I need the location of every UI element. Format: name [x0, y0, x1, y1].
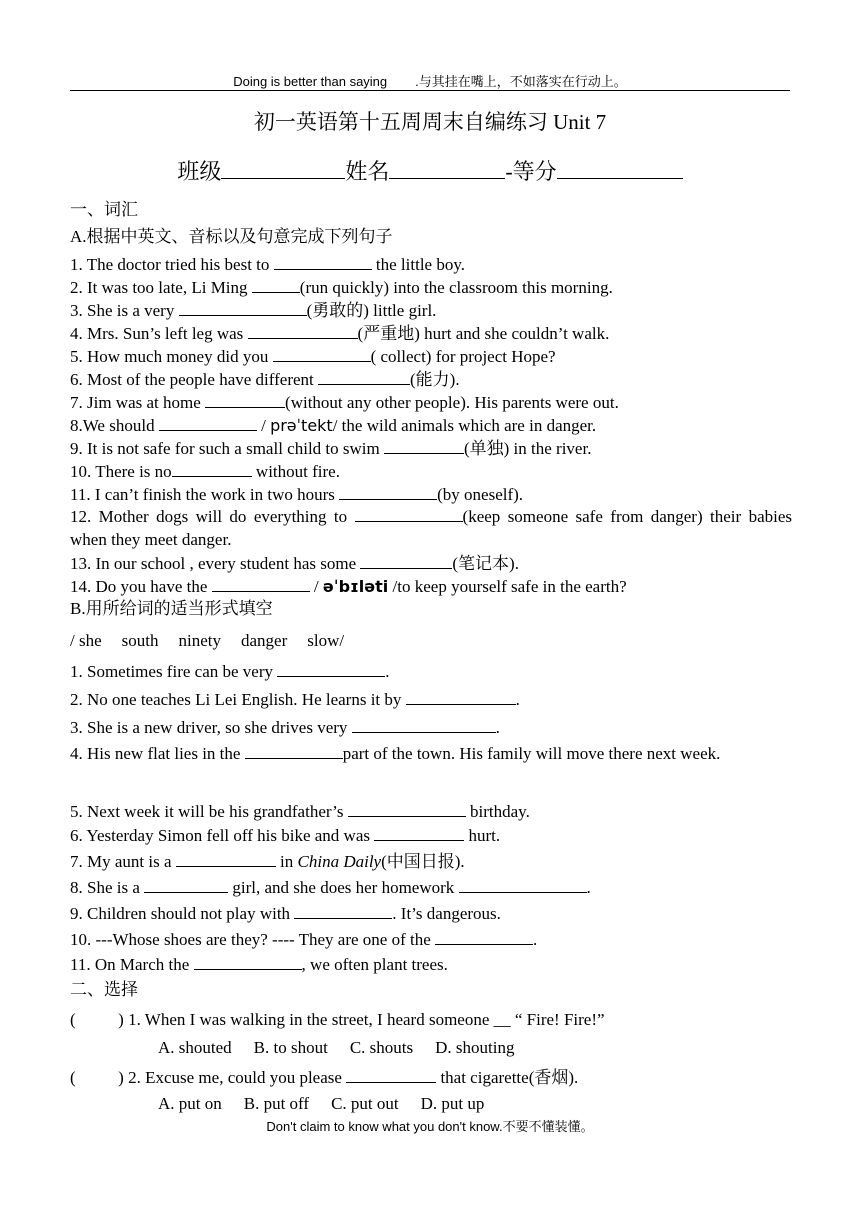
score-blank[interactable] [557, 156, 683, 179]
mc-question-2: ( ) 2. Excuse me, could you please that cigarette(香烟). [70, 1065, 792, 1088]
answer-blank[interactable] [252, 275, 300, 293]
word-bank-item: slow/ [307, 631, 345, 650]
partA-item-4: 4. Mrs. Sun’s left leg was (严重地) hurt and she couldn’t walk. [70, 321, 792, 344]
partA-item-8: 8.We should / prəˈtekt/ the wild animals which are in danger. [70, 413, 792, 436]
answer-blank[interactable] [352, 715, 496, 733]
answer-blank[interactable] [294, 901, 392, 919]
option-a[interactable]: A. put on [158, 1094, 222, 1113]
partA-item-1: 1. The doctor tried his best to the little boy. [70, 252, 792, 275]
answer-blank[interactable] [346, 1065, 436, 1083]
answer-blank[interactable] [360, 551, 452, 569]
student-info-line [0, 155, 860, 186]
score-label: -等分 [505, 159, 557, 184]
answer-blank[interactable] [277, 659, 385, 677]
partA-heading: A.根据中英文、音标以及句意完成下列句子 [70, 227, 393, 246]
answer-blank[interactable] [248, 321, 358, 339]
answer-blank[interactable] [374, 823, 464, 841]
mc-question-2-options [158, 1094, 860, 1114]
partB-item-6: 6. Yesterday Simon fell off his bike and was hurt. [70, 823, 792, 846]
option-a[interactable]: A. shouted [158, 1038, 232, 1057]
answer-blank[interactable] [159, 413, 257, 431]
partA-item-11: 11. I can’t finish the work in two hours (by oneself). [70, 482, 792, 505]
word-bank [70, 631, 792, 651]
answer-blank[interactable] [459, 875, 587, 893]
answer-blank[interactable] [179, 298, 307, 316]
word-bank-item: ninety [178, 631, 221, 650]
answer-blank[interactable] [144, 875, 228, 893]
mc-question-1: ( ) 1. When I was walking in the street, I heard someone __ “ Fire! Fire!” [70, 1010, 605, 1029]
answer-blank[interactable] [205, 390, 285, 408]
mc-question-1-options [158, 1038, 860, 1058]
page-title: 初一英语第十五周周末自编练习 Unit 7 [253, 110, 607, 134]
answer-blank[interactable] [273, 344, 371, 362]
partB-item-10: 10. ---Whose shoes are they? ---- They are one of the . [70, 927, 792, 950]
name-label: 姓名 [345, 159, 390, 184]
class-blank[interactable] [221, 156, 345, 179]
partA-item-6: 6. Most of the people have different (能力). [70, 367, 792, 390]
option-d[interactable]: D. shouting [435, 1038, 515, 1057]
answer-blank[interactable] [172, 459, 252, 477]
partB-item-9: 9. Children should not play with . It’s dangerous. [70, 901, 792, 924]
word-bank-item: danger [240, 631, 288, 650]
name-blank[interactable] [389, 156, 505, 179]
option-c[interactable]: C. put out [331, 1094, 399, 1113]
partB-item-4: 4. His new flat lies in the part of the town. His family will move there next week. [70, 740, 792, 768]
answer-blank[interactable] [212, 574, 310, 592]
answer-blank[interactable] [384, 436, 464, 454]
answer-blank[interactable] [355, 504, 463, 522]
option-c[interactable]: C. shouts [349, 1038, 414, 1057]
phonetic-transcription: əˈbɪləti [322, 577, 389, 596]
partB-heading: B.用所给词的适当形式填空 [70, 599, 273, 618]
partB-item-11: 11. On March the , we often plant trees. [70, 952, 792, 975]
answer-blank[interactable] [176, 849, 276, 867]
answer-bracket[interactable]: ( ) [70, 1068, 124, 1087]
answer-blank[interactable] [348, 799, 466, 817]
partA-item-7: 7. Jim was at home (without any other people). His parents were out. [70, 390, 792, 413]
partB-item-3: 3. She is a new driver, so she drives very . [70, 715, 792, 738]
phonetic-transcription: prəˈtekt [270, 416, 333, 435]
header-rule [70, 90, 790, 91]
section1-heading: 一、词汇 [70, 200, 138, 219]
page-footer: Don't claim to know what you don't know.不要不懂装懂。 [266, 1119, 594, 1134]
partB-item-7: 7. My aunt is a in China Daily(中国日报). [70, 849, 792, 872]
partB-item-5: 5. Next week it will be his grandfather’s birthday. [70, 799, 792, 822]
answer-blank[interactable] [339, 482, 437, 500]
partA-item-12: 12. Mother dogs will do everything to (keep someone safe from danger) their babies when they meet danger. [70, 504, 792, 551]
option-d[interactable]: D. put up [420, 1094, 485, 1113]
answer-blank[interactable] [406, 687, 516, 705]
answer-blank[interactable] [245, 741, 343, 759]
partA-item-5: 5. How much money did you ( collect) for project Hope? [70, 344, 792, 367]
partA-item-9: 9. It is not safe for such a small child to swim (单独) in the river. [70, 436, 792, 459]
section2-heading: 二、选择 [70, 980, 138, 999]
header-motto-cn: .与其挂在嘴上，不如落实在行动上。 [415, 74, 627, 89]
header-motto-en: Doing is better than saying [233, 74, 388, 89]
answer-blank[interactable] [318, 367, 410, 385]
partA-item-13: 13. In our school , every student has some (笔记本). [70, 551, 792, 574]
class-label: 班级 [177, 159, 222, 184]
partA-item-3: 3. She is a very (勇敢的) little girl. [70, 298, 792, 321]
word-bank-item: south [121, 631, 159, 650]
partA-item-2: 2. It was too late, Li Ming (run quickly) into the classroom this morning. [70, 275, 792, 298]
answer-blank[interactable] [274, 252, 372, 270]
option-b[interactable]: B. to shout [253, 1038, 328, 1057]
answer-bracket[interactable]: ( ) [70, 1010, 124, 1029]
partA-item-10: 10. There is no without fire. [70, 459, 792, 482]
partA-item-14: 14. Do you have the / əˈbɪləti /to keep yourself safe in the earth? [70, 574, 792, 597]
page-header [0, 71, 860, 90]
partB-item-8: 8. She is a girl, and she does her homework . [70, 875, 792, 898]
option-b[interactable]: B. put off [243, 1094, 310, 1113]
answer-blank[interactable] [194, 952, 302, 970]
answer-blank[interactable] [435, 927, 533, 945]
newspaper-name: China Daily [297, 852, 382, 871]
partB-item-1: 1. Sometimes fire can be very . [70, 659, 792, 682]
word-bank-item: / she [70, 631, 102, 650]
partB-item-2: 2. No one teaches Li Lei English. He learns it by . [70, 687, 792, 710]
